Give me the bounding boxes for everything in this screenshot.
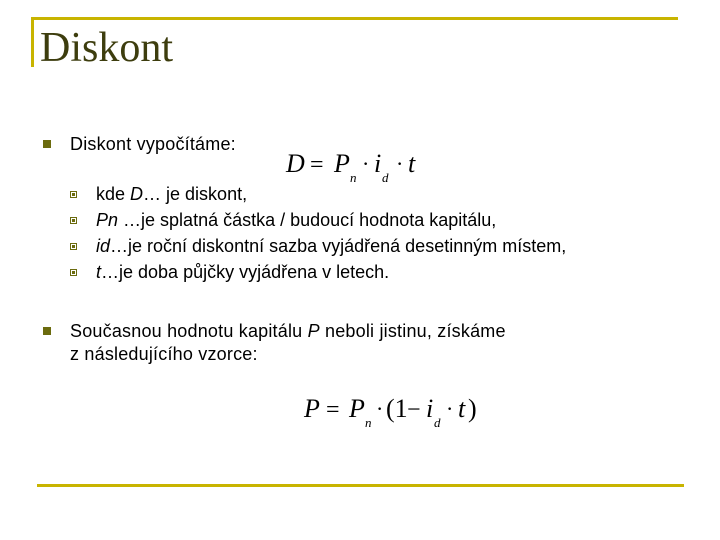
bullet-marker [43,327,51,335]
formula-dot: · [446,396,454,421]
formula-var-p: P [349,394,365,423]
bullet-text: Současnou hodnotu kapitálu P neboli jistinu, získáme [70,321,506,341]
sub-item-text: t…je doba půjčky vyjádřena v letech. [96,262,390,282]
formula-sub-d: d [434,415,441,430]
bullet-marker [43,140,51,148]
formula-var-t: t [408,149,416,178]
hollow-square-bullet [70,217,77,224]
formula-sub-n: n [365,415,372,430]
formula-var-t: t [458,394,466,423]
sub-item-text: Pn …je splatná částka / budoucí hodnota kapitálu, [96,210,497,230]
formula-sub-n: n [350,170,357,185]
frame-left-line [31,17,34,67]
formula-dot: · [362,151,370,176]
hollow-square-bullet [70,269,77,276]
formula-equals: = [310,152,324,178]
formula-open-paren: (1 [386,394,408,423]
formula-var-d: D [286,149,305,178]
formula-dot: · [376,396,384,421]
hollow-square-bullet [70,191,77,198]
formula-dot: · [396,151,404,176]
bullet-text: Diskont vypočítáme: [70,134,236,154]
formula-var-p: P [304,394,320,423]
frame-top-line [31,17,678,20]
formula-var-p: P [334,149,350,178]
formula-discount [284,146,424,191]
formula-var-i: i [374,149,382,178]
formula-sub-d: d [382,170,389,185]
formula-var-i: i [426,394,434,423]
formula-close-paren: ) [468,394,477,423]
formula-minus: − [407,397,421,423]
frame-bottom-line [37,484,684,487]
sub-item-text: kde D… je diskont, [96,184,248,204]
hollow-square-bullet [70,243,77,250]
formula-present-value [302,391,482,436]
sub-item-text: id…je roční diskontní sazba vyjádřená desetinným místem, [96,236,567,256]
slide-title: Diskont [40,25,174,71]
bullet-text-line2: z následujícího vzorce: [70,344,258,364]
formula-equals: = [326,397,340,423]
